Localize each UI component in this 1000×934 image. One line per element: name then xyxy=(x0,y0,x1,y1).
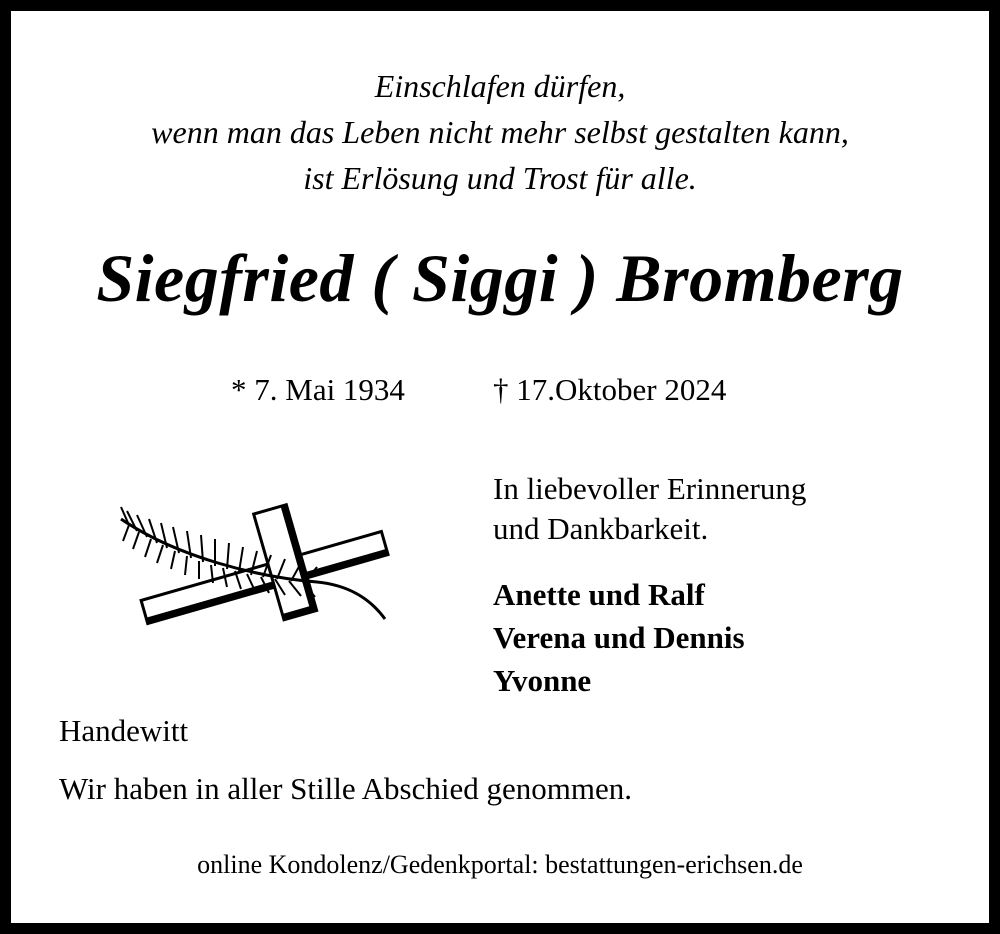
family-list xyxy=(493,573,745,702)
cross-with-palm-frond-icon xyxy=(107,497,407,627)
poem-line-3: ist Erlösung und Trost für alle. xyxy=(303,160,697,196)
poem-line-1: Einschlafen dürfen, xyxy=(374,68,626,104)
place-name: Handewitt xyxy=(59,713,189,748)
deceased-name: Siegfried ( Siggi ) Bromberg xyxy=(96,240,904,316)
memory-text xyxy=(493,469,806,549)
family-member: Anette und Ralf xyxy=(493,577,705,612)
family-member: Yvonne xyxy=(493,663,592,698)
poem-line-2: wenn man das Leben nicht mehr selbst gestalten kann, xyxy=(151,114,849,150)
farewell-text: Wir haben in aller Stille Abschied genommen. xyxy=(59,771,632,806)
death-date: † 17.Oktober 2024 xyxy=(493,372,727,407)
online-condolence-text: online Kondolenz/Gedenkportal: bestattungen-erichsen.de xyxy=(197,850,803,879)
poem xyxy=(11,63,989,201)
family-member: Verena und Dennis xyxy=(493,620,745,655)
memory-line-2: und Dankbarkeit. xyxy=(493,511,709,546)
birth-date: * 7. Mai 1934 xyxy=(231,372,405,407)
memory-line-1: In liebevoller Erinnerung xyxy=(493,471,807,506)
